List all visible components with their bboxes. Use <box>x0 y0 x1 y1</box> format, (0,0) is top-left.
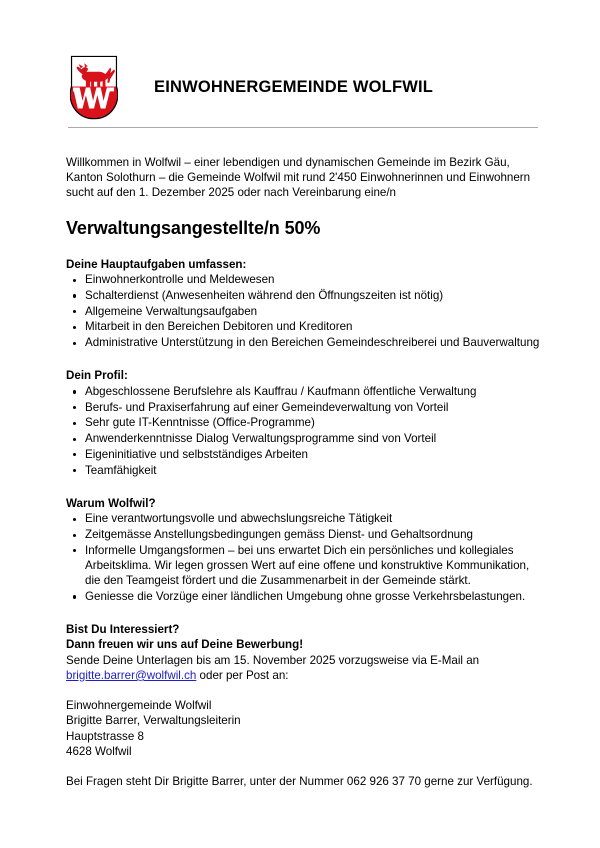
job-title: Verwaltungsangestellte/n 50% <box>66 217 321 238</box>
bullet-list <box>66 272 540 350</box>
postal-address <box>66 698 540 759</box>
document-content <box>66 0 540 789</box>
section-heading: Warum Wolfwil? <box>66 496 156 510</box>
section-heading: Dein Profil: <box>66 369 128 383</box>
section-profil <box>66 368 540 477</box>
email-link[interactable]: brigitte.barrer@wolfwil.ch <box>66 668 197 682</box>
section-hauptaufgaben <box>66 257 540 351</box>
intro-paragraph: Willkommen in Wolfwil – einer lebendigen und dynamischen Gemeinde im Bezirk Gäu, Kanton Solothurn – die Gemeinde Wolfwil mit rund 2'450 Einwohnerinnen und Einwohnern sucht auf den 1. Dezember 2025 oder nach Vereinbarung eine/n <box>66 156 531 200</box>
wolfwil-coat-of-arms-icon <box>70 55 118 120</box>
list-item: Abgeschlossene Berufslehre als Kauffrau / Kaufmann öffentliche Verwaltung <box>66 384 540 399</box>
list-item: Sehr gute IT-Kenntnisse (Office-Programme) <box>66 415 540 430</box>
closing-block <box>66 622 540 683</box>
list-item: Mitarbeit in den Bereichen Debitoren und Kreditoren <box>66 319 540 334</box>
contact-footnote: Bei Fragen steht Dir Brigitte Barrer, unter der Nummer 062 926 37 70 gerne zur Verfügung. <box>66 775 533 789</box>
list-item: Zeitgemässe Anstellungsbedingungen gemäss Dienst- und Gehaltsordnung <box>66 527 540 542</box>
document-header <box>66 0 540 121</box>
application-instruction: Sende Deine Unterlagen bis am 15. November 2025 vorzugsweise via E-Mail an <box>66 653 480 667</box>
list-item: Allgemeine Verwaltungsaufgaben <box>66 304 540 319</box>
bullet-list <box>66 511 540 604</box>
address-line-organization: Einwohnergemeinde Wolfwil <box>66 699 212 713</box>
list-item: Eigeninitiative und selbstständiges Arbeiten <box>66 447 540 462</box>
list-item: Einwohnerkontrolle und Meldewesen <box>66 272 540 287</box>
after-email-text: oder per Post an: <box>196 668 289 682</box>
list-item: Teamfähigkeit <box>66 463 540 478</box>
list-item: Informelle Umgangsformen – bei uns erwartet Dich ein persönliches und kollegiales Arbeitsklima. Wir legen grossen Wert auf eine offene und konstruktive Kommunikation, die den Teamgeist fördert und die Zusammenarbeit in der Gemeinde stärkt. <box>66 543 540 589</box>
list-item: Administrative Unterstützung in den Bereichen Gemeindeschreiberei und Bauverwaltung <box>66 335 540 350</box>
list-item: Geniesse die Vorzüge einer ländlichen Umgebung ohne grosse Verkehrsbelastungen. <box>66 589 540 604</box>
application-email-line <box>66 668 540 683</box>
closing-invitation: Dann freuen wir uns auf Deine Bewerbung! <box>66 638 304 652</box>
organization-title: EINWOHNERGEMEINDE WOLFWIL <box>154 77 434 96</box>
list-item: Berufs- und Praxiserfahrung auf einer Gemeindeverwaltung von Vorteil <box>66 400 540 415</box>
address-line-city: 4628 Wolfwil <box>66 744 132 758</box>
list-item: Eine verantwortungsvolle und abwechslungsreiche Tätigkeit <box>66 511 540 526</box>
closing-question: Bist Du Interessiert? <box>66 623 180 637</box>
bullet-list <box>66 384 540 478</box>
section-warum-wolfwil <box>66 496 540 604</box>
list-item: Schalterdienst (Anwesenheiten während den Öffnungszeiten ist nötig) <box>66 288 540 303</box>
address-line-contact: Brigitte Barrer, Verwaltungsleiterin <box>66 714 241 728</box>
section-heading: Deine Hauptaufgaben umfassen: <box>66 257 247 271</box>
header-divider <box>68 127 538 128</box>
address-line-street: Hauptstrasse 8 <box>66 729 144 743</box>
list-item: Anwenderkenntnisse Dialog Verwaltungsprogramme sind von Vorteil <box>66 431 540 446</box>
